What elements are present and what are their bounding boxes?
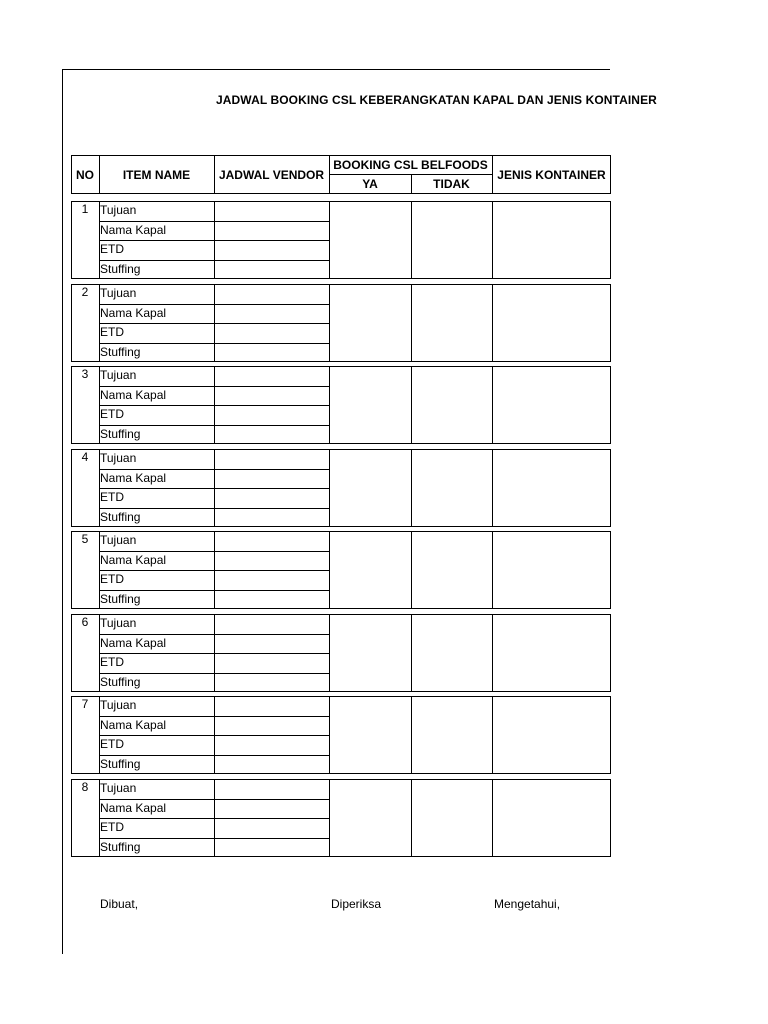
jadwal-vendor-cell[interactable] [215,717,328,736]
item-name-label: Nama Kapal [100,718,167,732]
jenis-kontainer-cell[interactable] [493,615,610,691]
item-name-label: Nama Kapal [100,636,167,650]
item-name-label: Stuffing [100,510,141,524]
row-number: 4 [81,450,89,464]
item-name-label: ETD [100,820,124,834]
header-jadwal-vendor: JADWAL VENDOR [218,167,325,182]
jadwal-vendor-cell[interactable] [215,367,328,386]
row-number: 8 [81,780,89,794]
jenis-kontainer-cell[interactable] [493,450,610,526]
booking-ya-cell[interactable] [330,780,410,856]
item-name-label: Nama Kapal [100,553,167,567]
booking-ya-cell[interactable] [330,202,410,278]
jadwal-vendor-cell[interactable] [215,532,328,551]
jadwal-vendor-cell[interactable] [215,509,328,528]
jenis-kontainer-cell[interactable] [493,202,610,278]
item-name-label: ETD [100,325,124,339]
header-tidak: TIDAK [433,177,470,191]
booking-ya-cell[interactable] [330,532,410,608]
jadwal-vendor-cell[interactable] [215,591,328,610]
booking-tidak-cell[interactable] [412,780,491,856]
item-name-label: Stuffing [100,840,141,854]
row-number: 2 [81,285,89,299]
item-name-label: ETD [100,407,124,421]
booking-tidak-cell[interactable] [412,615,491,691]
item-name-label: Stuffing [100,592,141,606]
jadwal-vendor-cell[interactable] [215,615,328,634]
booking-tidak-cell[interactable] [412,697,491,773]
jenis-kontainer-cell[interactable] [493,780,610,856]
jadwal-vendor-cell[interactable] [215,839,328,858]
jadwal-vendor-cell[interactable] [215,674,328,693]
jadwal-vendor-cell[interactable] [215,241,328,260]
booking-tidak-cell[interactable] [412,285,491,361]
booking-tidak-cell[interactable] [412,532,491,608]
item-name-label: Nama Kapal [100,223,167,237]
signature-diperiksa: Diperiksa [331,897,382,911]
item-name-label: ETD [100,655,124,669]
item-name-label: Nama Kapal [100,471,167,485]
item-name-label: Tujuan [100,781,137,795]
row-number: 1 [81,202,89,216]
item-name-label: Stuffing [100,345,141,359]
booking-ya-cell[interactable] [330,285,410,361]
booking-ya-cell[interactable] [330,615,410,691]
item-name-label: Tujuan [100,203,137,217]
row-number: 6 [81,615,89,629]
item-name-label: Tujuan [100,533,137,547]
jadwal-vendor-cell[interactable] [215,222,328,241]
jenis-kontainer-cell[interactable] [493,285,610,361]
header-booking-csl: BOOKING CSL BELFOODS [333,157,488,172]
booking-ya-cell[interactable] [330,367,410,443]
header-no: NO [76,167,94,182]
header-jenis-kontainer: JENIS KONTAINER [497,167,606,182]
item-name-label: ETD [100,737,124,751]
header-ya: YA [362,177,378,191]
jadwal-vendor-cell[interactable] [215,305,328,324]
signature-dibuat: Dibuat, [100,897,139,911]
jadwal-vendor-cell[interactable] [215,406,328,425]
booking-ya-cell[interactable] [330,697,410,773]
jadwal-vendor-cell[interactable] [215,654,328,673]
item-name-label: Stuffing [100,675,141,689]
jenis-kontainer-cell[interactable] [493,697,610,773]
booking-tidak-cell[interactable] [412,367,491,443]
booking-tidak-cell[interactable] [412,202,491,278]
jadwal-vendor-cell[interactable] [215,450,328,469]
item-name-label: Tujuan [100,616,137,630]
item-name-label: Nama Kapal [100,801,167,815]
jadwal-vendor-cell[interactable] [215,697,328,716]
booking-ya-cell[interactable] [330,450,410,526]
jadwal-vendor-cell[interactable] [215,285,328,304]
jadwal-vendor-cell[interactable] [215,780,328,799]
jadwal-vendor-cell[interactable] [215,344,328,363]
item-name-label: Nama Kapal [100,388,167,402]
jadwal-vendor-cell[interactable] [215,470,328,489]
item-name-label: ETD [100,242,124,256]
item-name-label: Stuffing [100,427,141,441]
jadwal-vendor-cell[interactable] [215,552,328,571]
jadwal-vendor-cell[interactable] [215,635,328,654]
item-name-label: Tujuan [100,698,137,712]
jadwal-vendor-cell[interactable] [215,819,328,838]
jenis-kontainer-cell[interactable] [493,532,610,608]
item-name-label: ETD [100,572,124,586]
jadwal-vendor-cell[interactable] [215,489,328,508]
jadwal-vendor-cell[interactable] [215,387,328,406]
item-name-label: ETD [100,490,124,504]
item-name-label: Tujuan [100,451,137,465]
item-name-label: Stuffing [100,757,141,771]
header-item-name: ITEM NAME [122,167,191,182]
signature-mengetahui: Mengetahui, [494,897,561,911]
item-name-label: Nama Kapal [100,306,167,320]
jadwal-vendor-cell[interactable] [215,571,328,590]
row-number: 5 [81,532,89,546]
jenis-kontainer-cell[interactable] [493,367,610,443]
jadwal-vendor-cell[interactable] [215,756,328,775]
jadwal-vendor-cell[interactable] [215,426,328,445]
jadwal-vendor-cell[interactable] [215,800,328,819]
jadwal-vendor-cell[interactable] [215,261,328,280]
jadwal-vendor-cell[interactable] [215,324,328,343]
item-name-label: Tujuan [100,368,137,382]
booking-tidak-cell[interactable] [412,450,491,526]
jadwal-vendor-cell[interactable] [215,736,328,755]
document-title: JADWAL BOOKING CSL KEBERANGKATAN KAPAL DAN JENIS KONTAINER [216,93,657,107]
item-name-label: Tujuan [100,286,137,300]
item-name-label: Stuffing [100,262,141,276]
row-number: 7 [81,697,89,711]
jadwal-vendor-cell[interactable] [215,202,328,221]
row-number: 3 [81,367,89,381]
